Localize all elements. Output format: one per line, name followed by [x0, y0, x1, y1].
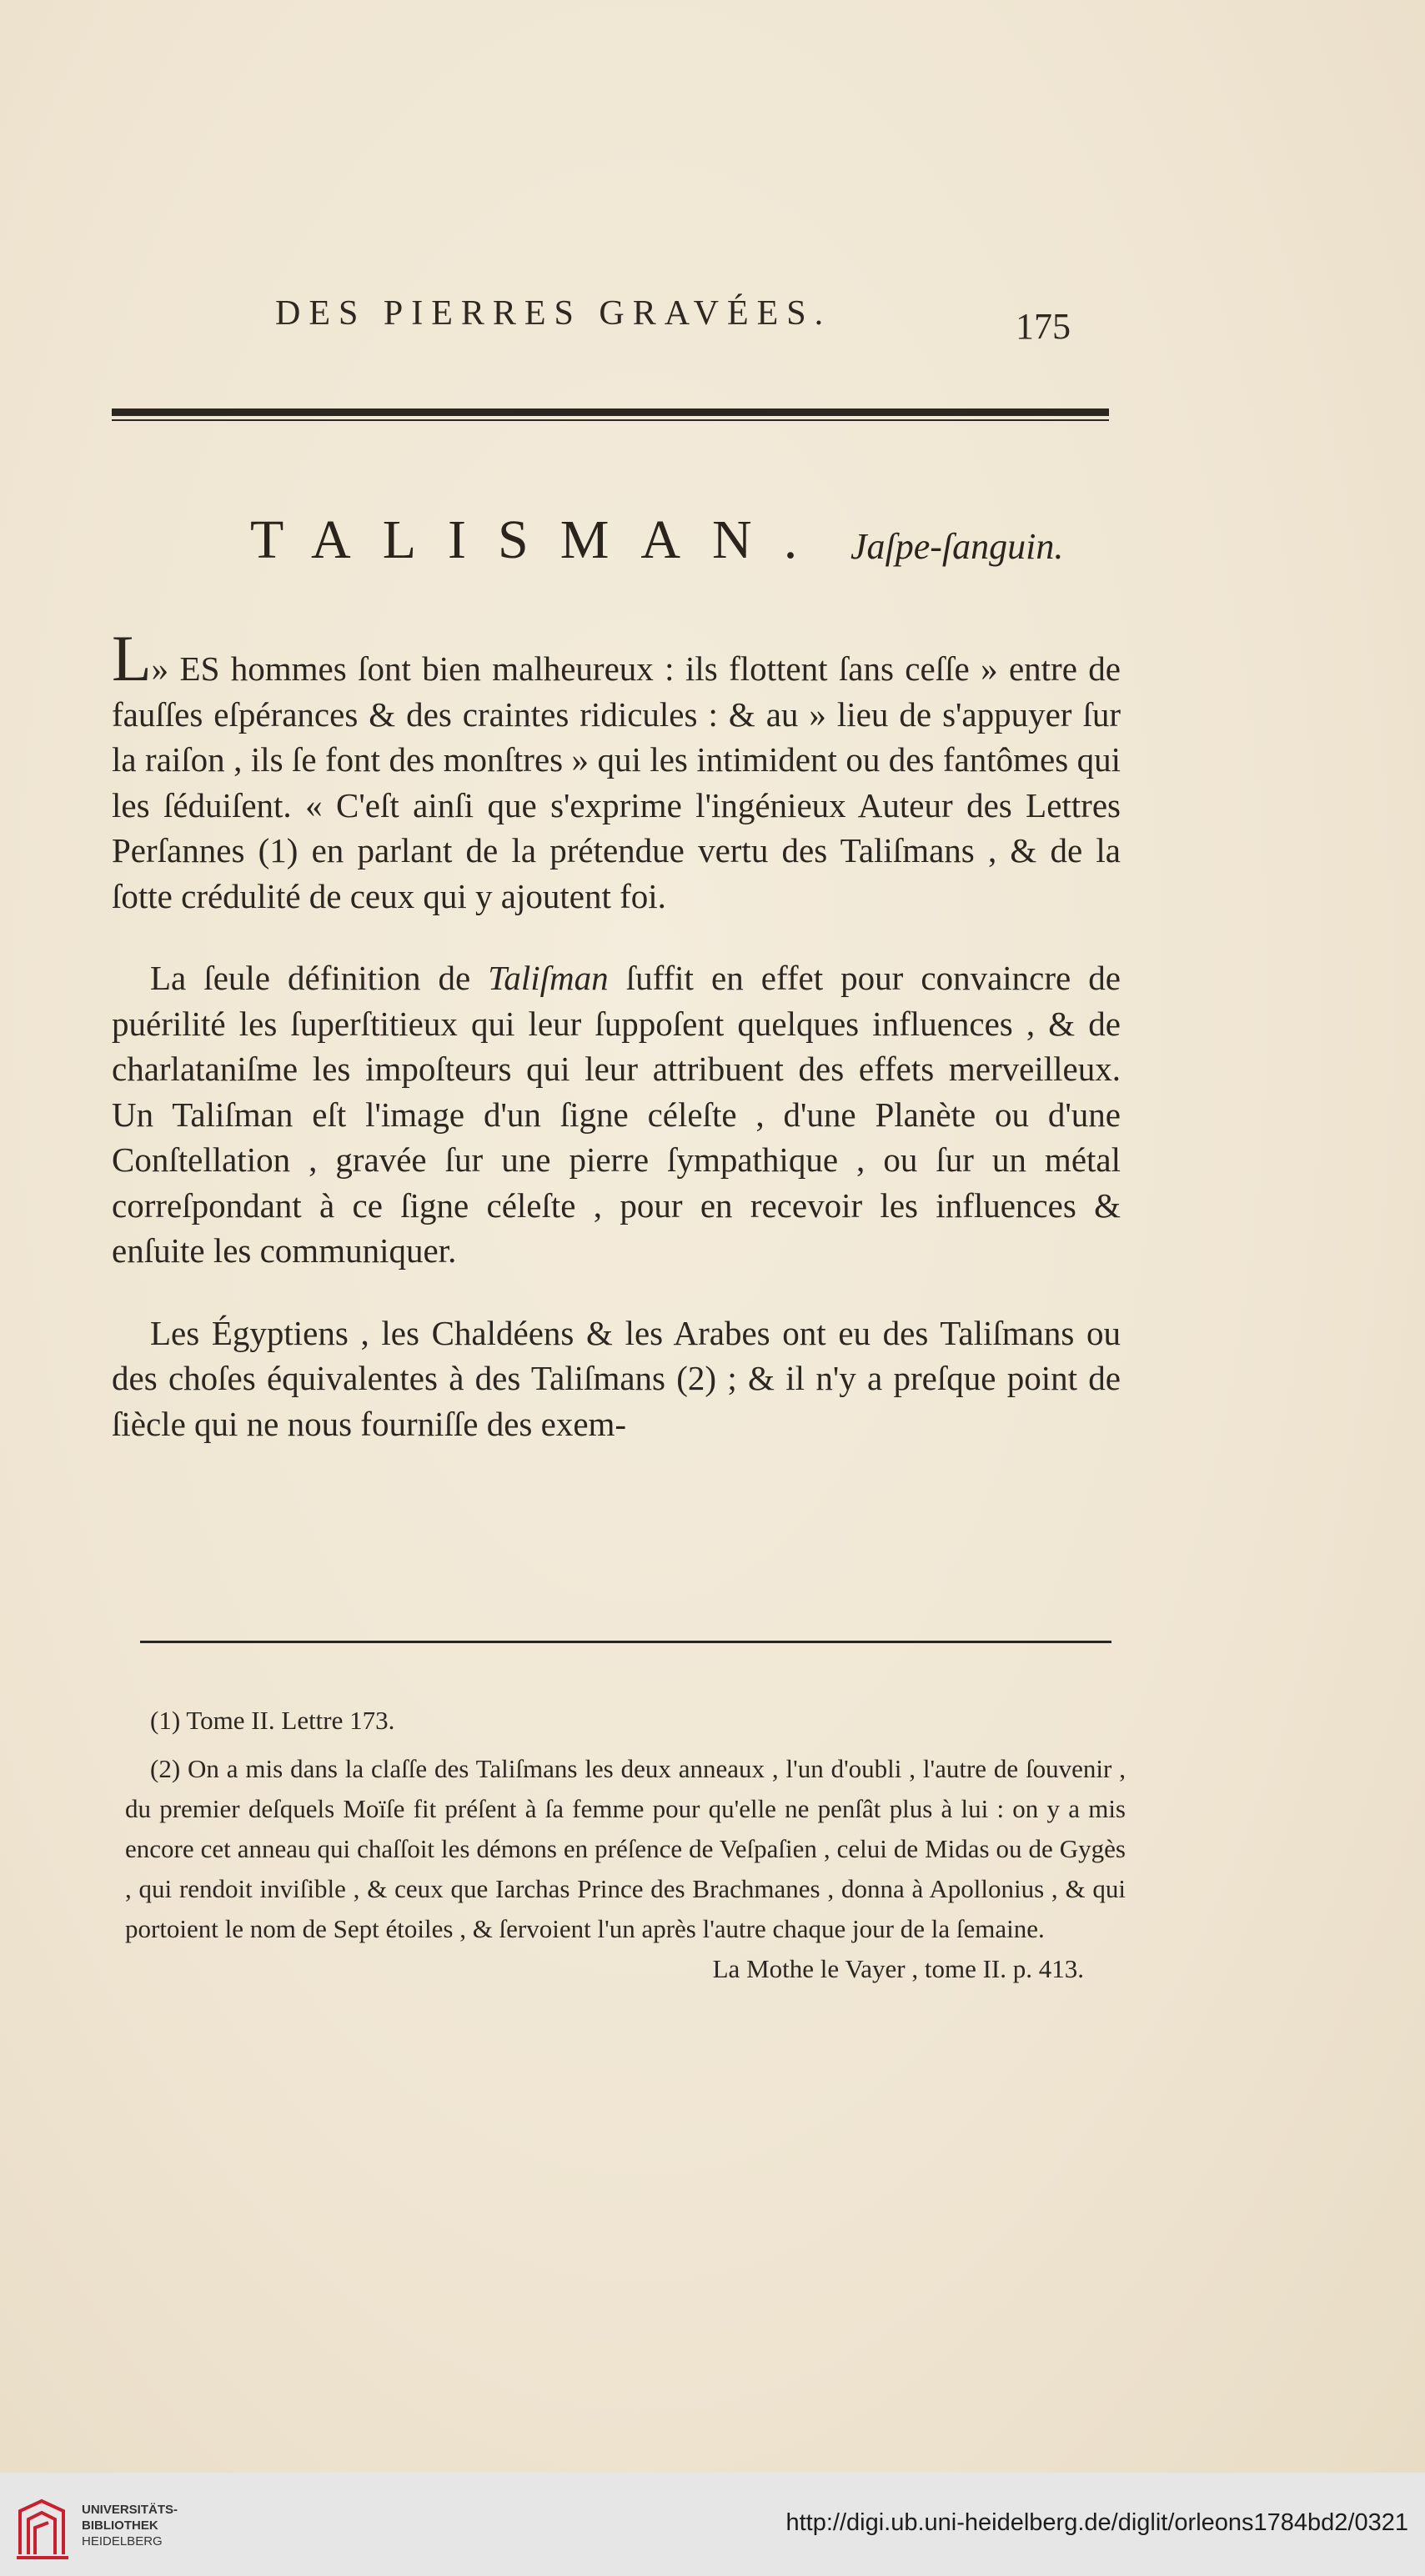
header-rule	[112, 408, 1109, 421]
university-library-logo-icon[interactable]	[13, 2494, 72, 2561]
library-name-line-3: HEIDELBERG	[82, 2534, 163, 2548]
footnotes	[125, 1701, 1126, 1989]
paragraph-2	[112, 955, 1121, 1274]
permalink-url[interactable]: http://digi.ub.uni-heidelberg.de/diglit/orleons1784bd2/0321	[785, 2509, 1408, 2536]
paragraph-1	[112, 622, 1121, 919]
body-text	[112, 622, 1121, 1446]
paragraph-3: Les Égyptiens , les Chaldéens & les Arabes ont eu des Taliſmans ou des choſes équivalentes à des Taliſmans (2) ; & il n'y a preſque point de ſiècle qui ne nous fourniſſe des exem-	[112, 1313, 1121, 1443]
page-number: 175	[1016, 306, 1071, 347]
running-head: DES PIERRES GRAVÉES.	[275, 294, 832, 333]
title-row	[250, 509, 1134, 572]
emphasis-talisman: Taliſman	[488, 959, 609, 997]
footnote-1: (1) Tome II. Lettre 173.	[150, 1706, 395, 1735]
drop-cap: L	[112, 622, 152, 694]
section-subtitle: Jaſpe-ſanguin.	[850, 526, 1064, 567]
library-name	[82, 2502, 178, 2549]
library-name-line-1: UNIVERSITÄTS-	[82, 2503, 178, 2517]
library-name-line-2: BIBLIOTHEK	[82, 2518, 158, 2533]
footnote-2: (2) On a mis dans la claſſe des Taliſmans les deux anneaux , l'un d'oubli , l'autre de ſouvenir , du premier deſquels Moïſe fit préſent à ſa femme pour qu'elle ne penſât plus à lui : on y a mis encore cet anneau qui chaſſoit les démons en préſence de Veſpaſien , celui de Midas ou de Gygès , qui rendoit inviſible , & ceux que Iarchas Prince des Brachmanes , donna à Apollonius , & qui portoient le nom de Sept étoiles , & ſervoient l'un après l'autre chaque jour de la ſemaine.	[125, 1754, 1126, 1943]
footnote-rule	[140, 1641, 1111, 1643]
paragraph-2-text-b: ſuffit en effet pour convaincre de puérilité les ſuperſtitieux qui leur ſuppoſent quelques influences , & de charlataniſme les impoſteurs qui leur attribuent des effets merveilleux. Un Taliſman eſt l'image d'un ſigne céleſte , d'une Planète ou d'une Conſtellation , gravée ſur une pierre ſympathique , ou ſur un métal correſpondant à ce ſigne céleſte , pour en recevoir les influences & enſuite les communiquer.	[112, 959, 1121, 1270]
paragraph-2-text-a: La ſeule définition de	[150, 959, 489, 997]
section-title: TALISMAN.	[250, 509, 830, 570]
paragraph-1-text: » ES hommes ſont bien malheureux : ils flottent ſans ceſſe » entre de fauſſes eſpérances & des craintes ridicules : & au » lieu de s'appuyer ſur la raiſon , ils ſe font des monſtres » qui les intimident ou des fantômes qui les ſéduiſent. « C'eſt ainſi que s'exprime l'ingénieux Auteur des Lettres Perſannes (1) en parlant de la prétendue vertu des Taliſmans , & de la ſotte crédulité de ceux qui y ajoutent foi.	[112, 649, 1121, 915]
footnote-2-citation: La Mothe le Vayer , tome II. p. 413.	[712, 1954, 1084, 1983]
